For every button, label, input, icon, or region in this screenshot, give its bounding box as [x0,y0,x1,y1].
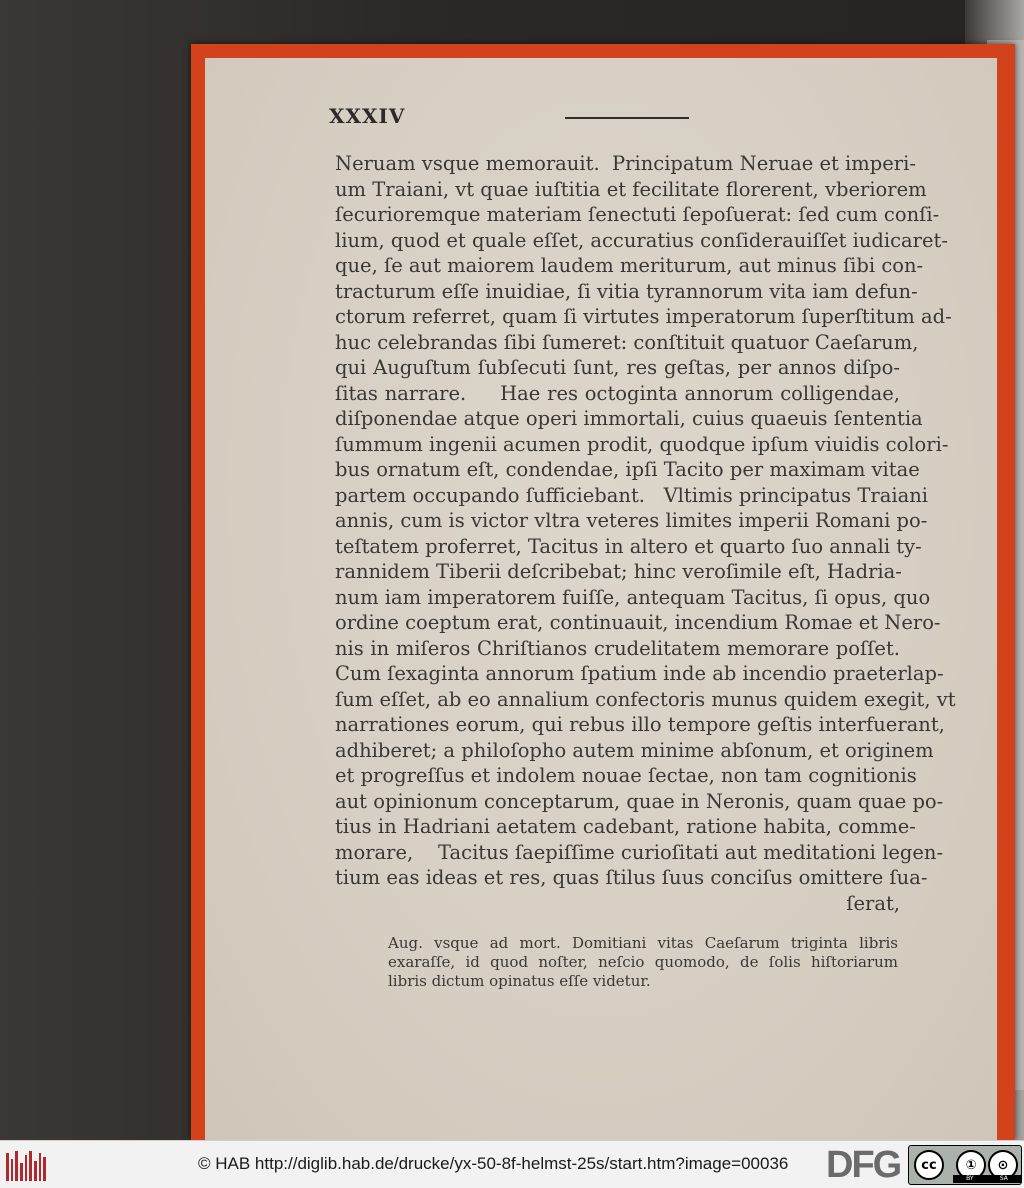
text-line: Neruam vsque memorauit. Principatum Neruae et imperi- [335,152,916,175]
text-line: ſum eſſet, ab eo annalium confectoris munus quidem exegit, vt [335,687,956,711]
text-line: ſummum ingenii acumen prodit, quodque ipſum viuidis colori- [335,432,949,456]
text-line: narrationes eorum, qui rebus illo tempore geſtis interfuerant, [335,713,945,736]
text-line: qui Auguſtum ſubſecuti ſunt, res geſtas, per annos diſpo- [335,356,900,379]
text-line: aut opinionum conceptarum, quae in Neronis, quam quae po- [335,789,944,813]
text-line: tracturum eſſe inuidiae, ſi vitia tyrannorum vita iam defun- [335,279,918,303]
share-alike-icon: ⊙ [988,1150,1018,1180]
text-line: tium eas ideas et res, quas ſtilus ſuus conciſus omittere ſua- [335,866,928,889]
text-line: ſitas narrare. Hae res octoginta annorum colligendae, [335,381,900,405]
text-line: ordine coeptum erat, continuauit, incendium Romae et Nero- [335,611,941,634]
text-line: ſecurioremque materiam ſenectuti ſepoſuerat: ſed cum conſi- [335,203,940,226]
by-label: BY [966,1175,974,1182]
cc-license-badge[interactable] [908,1145,1022,1185]
text-line: teſtatem proferret, Tacitus in altero et quarto ſuo annali ty- [335,534,922,558]
footnote [388,934,898,991]
text-line: num iam imperatorem fuiſſe, antequam Tacitus, ſi opus, quo [335,585,931,609]
footnote-line: libris dictum opinatus eſſe videtur. [388,972,651,990]
footnote-line: exaraſſe, id quod noſter, neſcio quomodo, de ſolis hiſtoriarum [388,953,898,971]
text-line: annis, cum is victor vltra veteres limites imperii Romani po- [335,509,928,532]
text-line: morare, Tacitus ſaepiſſime curioſitati aut meditationi legen- [335,840,944,864]
text-line: adhiberet; a philoſopho autem minime abſonum, et originem [335,738,934,762]
text-line: et progreſſus et indolem nouae ſectae, non tam cognitionis [335,764,917,787]
text-line: bus ornatum eſt, condendae, ipſi Tacito per maximam vitae [335,458,920,481]
copyright-link[interactable]: © HAB http://diglib.hab.de/drucke/yx-50-8f-helmst-25s/start.htm?image=00036 [198,1154,789,1173]
text-line: Cum ſexaginta annorum ſpatium inde ab incendio praeterlap- [335,662,944,685]
text-line: que, ſe aut maiorem laudem meriturum, aut minus ſibi con- [335,254,924,277]
text-line: tius in Hadriani aetatem cadebant, ratione habita, comme- [335,815,916,838]
cc-icon: cc [914,1150,944,1180]
by-attribution-icon: ① [956,1150,986,1180]
body-text [335,151,956,916]
text-line: lium, quod et quale eſſet, accuratius conſiderauiſſet iudicaret- [335,228,948,252]
viewer-footer-bar [0,1140,1024,1188]
text-line: partem occupando ſufficiebant. Vltimis principatus Traiani [335,483,928,507]
footnote-line: Aug. vsque ad mort. Domitiani vitas Caeſarum triginta libris [388,934,898,952]
text-line: ctorum referret, quam ſi virtutes imperatorum ſuperſtitum ad- [335,305,952,328]
text-line: rannidem Tiberii deſcribebat; hinc veroſimile eſt, Hadria- [335,560,902,583]
folio-number: XXXIV [329,104,406,128]
header-rule [565,117,689,119]
dfg-logo: DFG [826,1144,901,1186]
sa-label: SA [999,1175,1008,1182]
license-labels [953,1175,1021,1183]
hab-logo-icon [6,1149,46,1181]
page-header [329,104,889,134]
text-line: diſponendae atque operi immortali, cuius quaeuis ſententia [335,407,923,430]
text-line: um Traiani, vt quae iuſtitia et fecilitate florerent, vberiorem [335,177,927,201]
text-line: nis in miſeros Chriſtianos crudelitatem memorare poſſet. [335,636,900,660]
catchword-line: ſerat, [846,891,900,915]
text-line: huc celebrandas ſibi ſumeret: conſtituit quatuor Caeſarum, [335,330,919,354]
